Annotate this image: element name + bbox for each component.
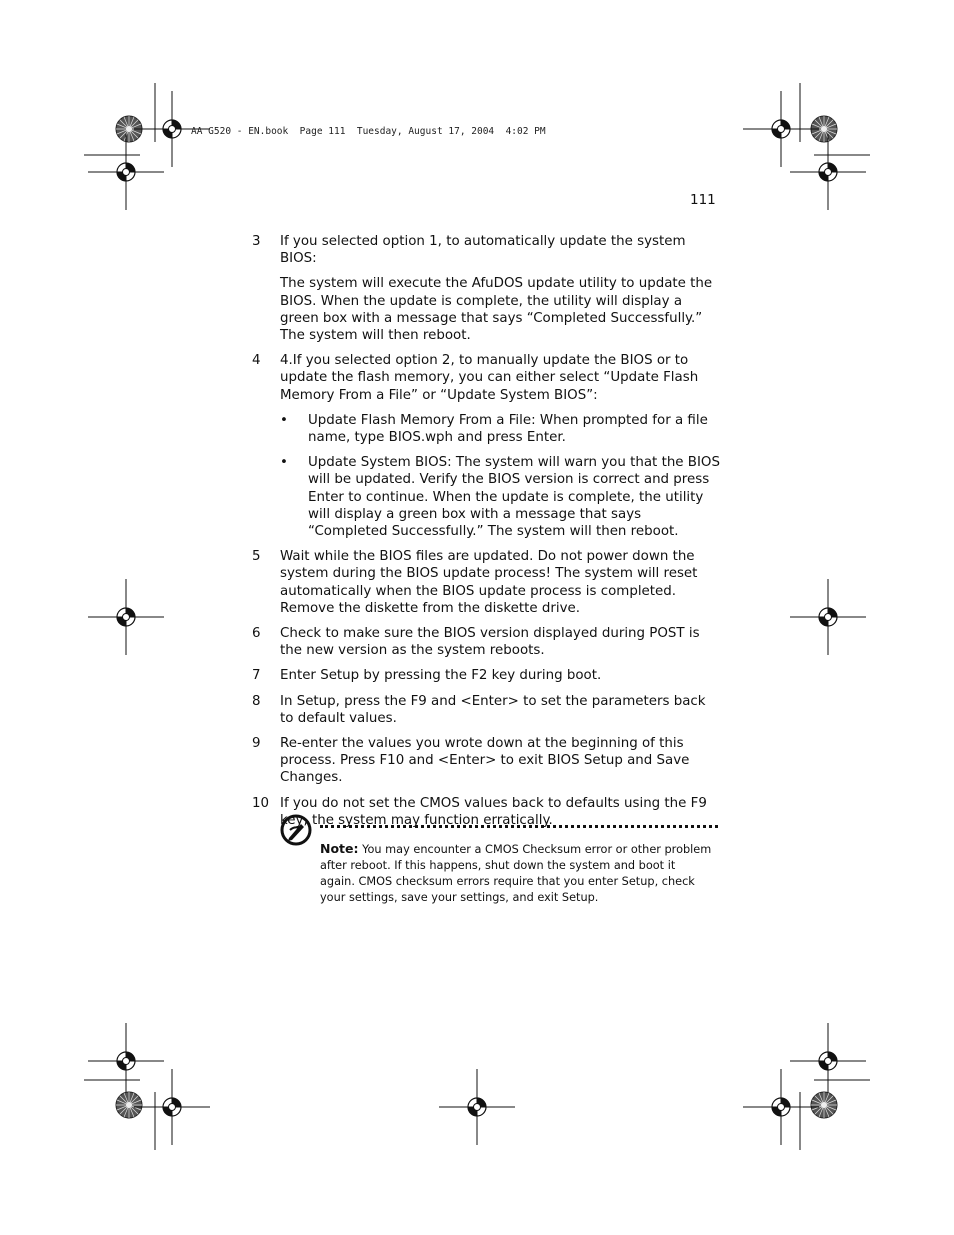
- bullet-text: Update System BIOS: The system will warn you that the BIOS will be updated. Verify the BIOS version is correct and press Enter to continue. When the update is complete, the utility will display a green box with a message that says “Completed Successfully.” The system will then reboot.: [308, 455, 720, 540]
- step-text: The system will execute the AfuDOS update utility to update the BIOS. When the update is complete, the utility will display a green box with a message that says “Completed Successfully.” The system will then reboot.: [280, 276, 713, 344]
- bullet-glyph: •: [280, 412, 288, 428]
- step-item: [252, 233, 722, 344]
- step-number: 6: [252, 626, 261, 642]
- note-text: [320, 841, 712, 906]
- instruction-list: [252, 233, 722, 837]
- step-number: 10: [252, 795, 270, 811]
- page-number: 111: [690, 192, 716, 208]
- step-number: 7: [252, 668, 261, 684]
- registration-mark: [134, 1069, 210, 1145]
- starburst-mark-bottom-right: [811, 1092, 837, 1118]
- registration-mark: [439, 1069, 515, 1145]
- registration-mark: [790, 1023, 866, 1099]
- step-item: [252, 667, 722, 684]
- registration-mark: [790, 579, 866, 655]
- step-item: [252, 693, 722, 727]
- bullet-glyph: •: [280, 455, 288, 471]
- step-text: In Setup, press the F9 and <Enter> to set the parameters back to default values.: [280, 693, 706, 726]
- step-item: [252, 625, 722, 659]
- note-body: You may encounter a CMOS Checksum error or other problem after reboot. If this happens, shut down the system and boot it again. CMOS checksum errors require that you enter Setup, check your settings, save your settings, and exit Setup.: [320, 843, 712, 904]
- registration-mark: [88, 579, 164, 655]
- step-text: If you selected option 1, to automatically update the system BIOS:: [280, 234, 686, 267]
- step-number: 4: [252, 353, 261, 369]
- step-text: If you do not set the CMOS values back to defaults using the F9 key, the system may function erratically.: [280, 795, 707, 828]
- note-divider: [320, 825, 718, 828]
- step-item: [252, 352, 722, 540]
- note-label: Note:: [320, 841, 359, 856]
- step-number: 3: [252, 234, 261, 249]
- step-number: 9: [252, 736, 261, 752]
- registration-mark: [88, 1023, 164, 1099]
- step-item: [252, 735, 722, 787]
- step-text: Enter Setup by pressing the F2 key during boot.: [280, 668, 602, 684]
- registration-mark: [790, 134, 866, 210]
- step-text: Check to make sure the BIOS version displayed during POST is the new version as the system reboots.: [280, 626, 700, 659]
- step-item: [252, 548, 722, 617]
- registration-mark: [88, 134, 164, 210]
- registration-mark: [743, 1069, 819, 1145]
- step-number: 8: [252, 693, 261, 709]
- bullet-item: [280, 454, 722, 540]
- bullet-item: [280, 412, 722, 446]
- print-header: AA G520 - EN.book Page 111 Tuesday, August 17, 2004 4:02 PM: [191, 126, 546, 137]
- step-text: 4.If you selected option 2, to manually update the BIOS or to update the flash memory, you can either select “Update Flash Memory From a File” or “Update System BIOS”:: [280, 353, 699, 403]
- bullet-text: Update Flash Memory From a File: When prompted for a file name, type BIOS.wph and press Enter.: [308, 412, 708, 446]
- step-item: [252, 795, 722, 829]
- step-number: 5: [252, 549, 261, 565]
- starburst-mark-bottom-left: [116, 1092, 142, 1118]
- note-pen-icon: [280, 814, 314, 848]
- step-text: Re-enter the values you wrote down at the beginning of this process. Press F10 and <Enter> to exit BIOS Setup and Save Changes.: [280, 736, 690, 786]
- step-text: Wait while the BIOS files are updated. Do not power down the system during the BIOS update process! The system will reset automatically when the BIOS update process is completed. Remove the diskette from the diskette drive.: [280, 549, 698, 616]
- registration-mark: [743, 91, 819, 167]
- bullet-list: [280, 412, 722, 540]
